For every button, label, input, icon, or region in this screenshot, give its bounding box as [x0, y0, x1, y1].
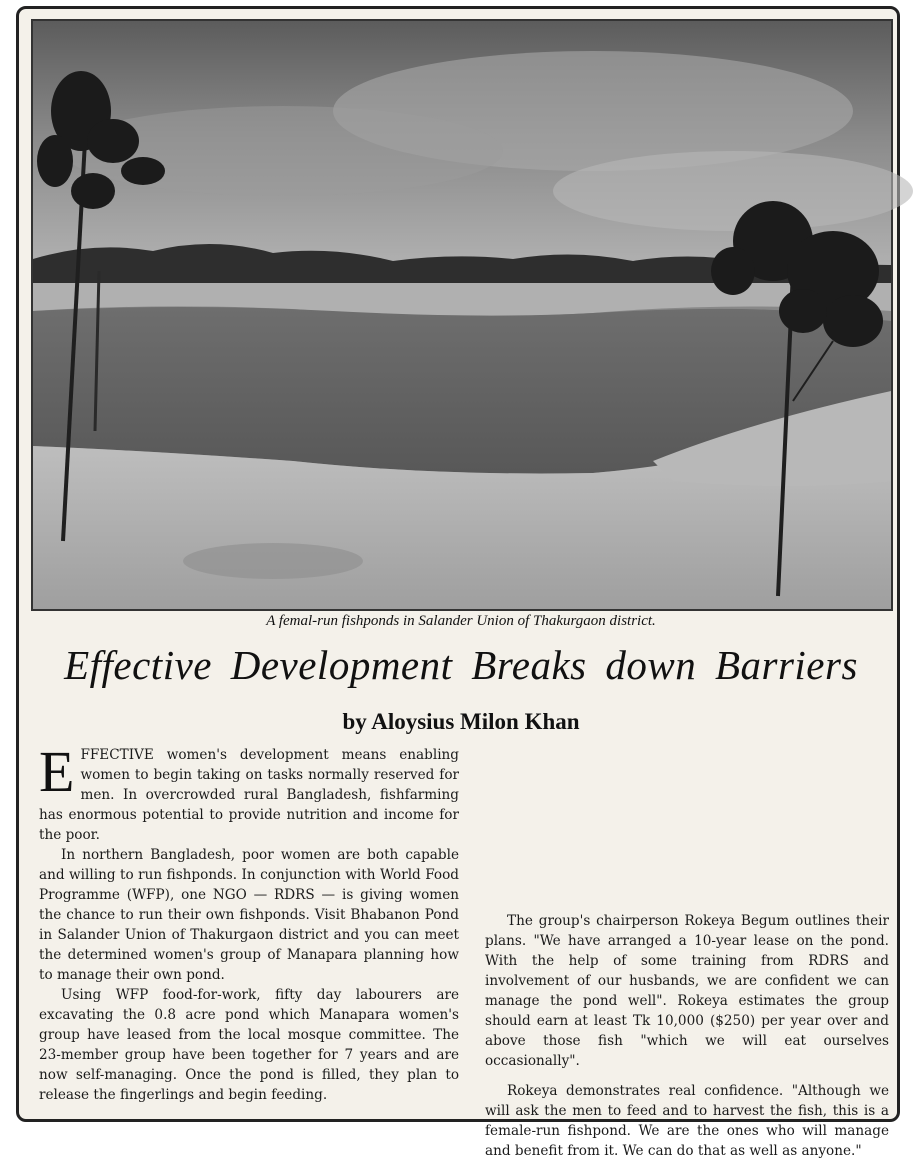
fishpond-photo — [31, 19, 893, 611]
fishpond-photo-image — [33, 21, 891, 609]
paragraph-1-text: FFECTIVE women's development means enabling women to begin taking on tasks normally reserved for men. In overcrowded rural Bangladesh, fishfarming has enormous potential to provide nutrition and income for the poor. — [39, 747, 459, 843]
paragraph-2: In northern Bangladesh, poor women are both capable and willing to run fishponds. In conjunction with World Food Programme (WFP), one NGO — RDRS — is giving women the chance to run their own fishponds. Visit Bhabanon Pond in Salander Union of Thakurgaon district and you can meet the determined women's group of Manapara planning how to manage their own pond. — [39, 847, 459, 983]
drop-cap: E — [39, 739, 75, 804]
newspaper-clipping — [16, 6, 900, 1159]
article-column-right — [485, 745, 889, 1161]
paragraph-5: Rokeya demonstrates real confidence. "Although we will ask the men to feed and to harvest the fish, this is a female-run fishpond. We are the ones who will manage and benefit from it. We can do that as well as anyone." — [485, 1083, 889, 1159]
byline: by Aloysius Milon Khan — [342, 709, 580, 734]
paragraph-3: Using WFP food-for-work, fifty day labourers are excavating the 0.8 acre pond which Manapara women's group have leased from the local mosque committee. The 23-member group have been together for 7 years and are now self-managing. Once the pond is filled, they plan to release the fingerlings and begin feeding. — [39, 987, 459, 1103]
headline: Effective Development Breaks down Barriers — [64, 642, 858, 688]
paragraph-1 — [39, 739, 459, 845]
article-column-left — [39, 739, 459, 1105]
photo-caption: A femal-run fishponds in Salander Union of Thakurgaon district. — [266, 613, 656, 629]
paragraph-4: The group's chairperson Rokeya Begum outlines their plans. "We have arranged a 10-year lease on the pond. With the help of some training from RDRS and involvement of our husbands, we are confident we can manage the pond well". Rokeya estimates the group should earn at least Tk 10,000 ($250) per year over and above those fish "which we will eat ourselves occasionally". — [485, 913, 889, 1069]
